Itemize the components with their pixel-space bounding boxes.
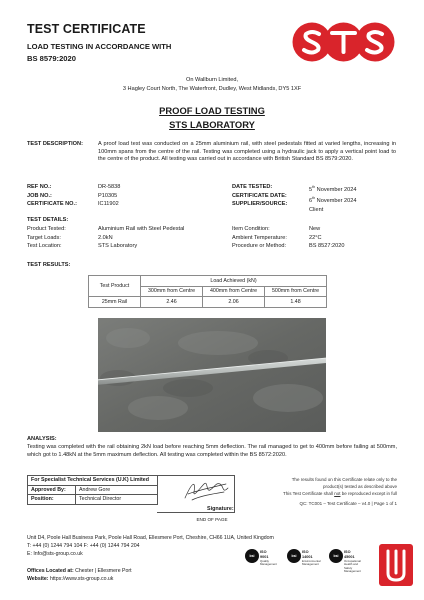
footer-phone: T: +44 (0) 1244 794 104 F: +44 (0) 1244 794 204 [27, 542, 140, 549]
value-400mm: 2.06 [203, 297, 265, 308]
notes-line-3: This Test Certificate shall not be reproduced except in full [283, 491, 397, 497]
test-photo-graphic [98, 318, 326, 432]
notes-line-1: The results found on this Certificate relate only to the [291, 477, 397, 482]
test-details-label: TEST DETAILS: [27, 217, 69, 223]
column-300mm: 300mm from Centre [141, 286, 203, 297]
analysis-text: Testing was completed with the rail obtaining 2kN load before reaching 5mm deflection. The rail managed to get to 400mm before failing at 500mm, which got to 1.48kN at the 5mm maximum deflection. All testing was completed within the BS 8572:2020. [27, 444, 397, 458]
analysis-label: ANALYSIS: [27, 436, 57, 442]
date-tested-label: DATE TESTED: [232, 184, 273, 190]
certificate-title: TEST CERTIFICATE [27, 22, 146, 36]
footer-offices [27, 568, 132, 584]
position-label: Position: [28, 495, 76, 505]
approved-by-label: Approved By: [28, 485, 76, 495]
test-location-value: STS Laboratory [98, 243, 138, 250]
date-tested-value: 5th November 2024 [309, 185, 357, 193]
certificate-no-label: CERTIFICATE NO.: [27, 201, 77, 208]
certificate-date-label: CERTIFICATE DATE: [232, 192, 287, 199]
certificate-no-value: IC11902 [98, 201, 119, 208]
item-condition-label: Item Condition: [232, 226, 270, 232]
signoff-table [27, 475, 158, 514]
test-location-label: Test Location: [27, 243, 62, 250]
product-header: Test Product [89, 276, 141, 297]
value-500mm: 1.48 [265, 297, 327, 308]
certificate-notes [240, 476, 397, 507]
supplier-source-value: Client [309, 206, 324, 213]
subtitle-line-2: BS 8579:2020 [27, 54, 76, 63]
notes-line-2: product(s) tested as described above [322, 484, 397, 490]
end-of-page: END OF PAGE [196, 517, 228, 522]
load-achieved-header: Load Achieved (kN) [141, 276, 327, 287]
iso-14001-badge: bsi ISO 14001 Environmental Management [287, 549, 317, 579]
handwritten-signature [182, 478, 230, 504]
supplier-source-label: SUPPLIER/SOURCE: [232, 201, 288, 208]
iso-45001-badge: bsi ISO 45001 Occupational Health and Safety Management [329, 549, 359, 579]
dates-values [309, 183, 356, 215]
reference-values [98, 183, 120, 209]
target-loads-label: Target Loads: [27, 234, 61, 241]
value-300mm: 2.46 [141, 297, 203, 308]
details-left-labels [27, 225, 66, 251]
client-name: On Wallburn Limited, [185, 77, 239, 83]
test-description-text: A proof load test was conducted on a 25mm aluminium rail, with steel pedestals fitted at varied lengths, increasing in 100mm spans from the centre of the rail. Testing was completed using a hydraulic jack to apply a vertical point load to the centre of the product. All testing was carried out in accordance with British Standard BS 8579:2020. [98, 141, 396, 163]
details-right-labels [232, 225, 287, 251]
certificate-subtitle [27, 41, 227, 65]
bsi-mark-icon: bsi [245, 549, 259, 563]
bsi-mark-icon: bsi [287, 549, 301, 563]
results-table [88, 275, 327, 308]
main-heading: PROOF LOAD TESTING [159, 105, 265, 116]
target-loads-value: 2.0kN [98, 234, 113, 241]
signoff-company: For Specialist Technical Services (U.K) Limited [28, 476, 158, 486]
notes-line-4: QC: TC001 – Test Certificate – v4.0 | Page 1 of 1 [299, 500, 397, 506]
ambient-temperature-label: Ambient Temperature: [232, 234, 287, 241]
lab-heading: STS LABORATORY [169, 119, 255, 130]
details-right-values [309, 225, 344, 251]
client-address: 3 Hagley Court North, The Waterfront, Dudley, West Midlands, DY5 1XF [122, 86, 302, 92]
ref-no-label: REF NO.: [27, 184, 52, 190]
footer-address: Unit D4, Poole Hall Business Park, Poole Hall Road, Ellesmere Port, Cheshire, CH66 1UA, United Kingdom [27, 535, 274, 541]
position-value: Technical Director [76, 495, 158, 505]
product-tested-value: Aluminium Rail with Steel Pedestal [98, 226, 185, 232]
row-product: 25mm Rail [89, 297, 141, 308]
ref-no-value: DR-5838 [98, 184, 121, 190]
reference-block [27, 183, 77, 209]
footer-contact [27, 535, 274, 558]
dates-block [232, 183, 287, 209]
subtitle-line-1: LOAD TESTING IN ACCORDANCE WITH [27, 42, 172, 51]
footer-email[interactable]: E: Info@sts-group.co.uk [27, 550, 83, 557]
test-results-label: TEST RESULTS: [27, 262, 71, 268]
table-row [89, 297, 327, 308]
column-500mm: 500mm from Centre [265, 286, 327, 297]
procedure-label: Procedure or Method: [232, 243, 287, 250]
job-no-label: JOB NO.: [27, 192, 52, 199]
approved-by-value: Andrew Gore [76, 485, 158, 495]
details-left-values [98, 225, 184, 251]
sts-logo [292, 22, 395, 62]
bsi-mark-icon: bsi [329, 549, 343, 563]
sts-stacked-logo [378, 543, 414, 587]
ambient-temperature-value: 22°C [309, 234, 322, 241]
procedure-value: BS 8527:2020 [309, 243, 345, 250]
iso-9001-badge: bsi ISO 9001 Quality Management [245, 549, 275, 579]
test-description-label: TEST DESCRIPTION: [27, 141, 83, 147]
footer-offices-line: Offices Located at: Chester | Ellesmere Port [27, 568, 132, 574]
certification-badges [245, 549, 375, 579]
column-400mm: 400mm from Centre [203, 286, 265, 297]
job-no-value: P10305 [98, 192, 118, 199]
product-tested-label: Product Tested: [27, 226, 66, 232]
certificate-date-value: 6th November 2024 [309, 196, 357, 205]
item-condition-value: New [309, 226, 321, 232]
signature-label: Signature: [207, 506, 234, 512]
test-photo [98, 318, 326, 432]
footer-website-line[interactable]: Website: https://www.sts-group.co.uk [27, 575, 114, 582]
